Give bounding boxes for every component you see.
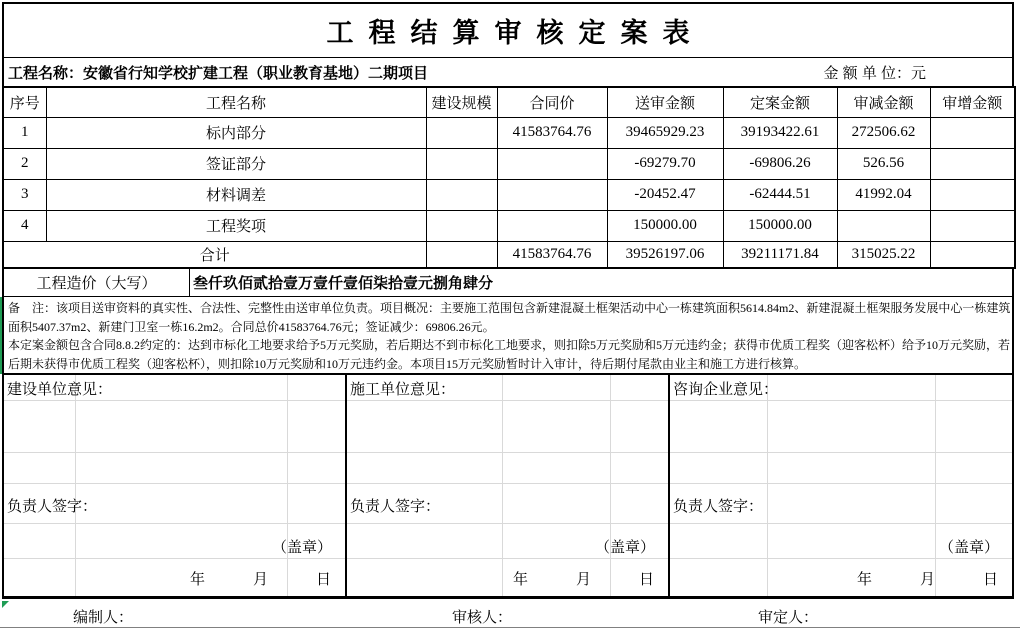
remarks-block xyxy=(2,297,1014,375)
cell-reduced xyxy=(837,210,930,241)
date-fields xyxy=(190,568,331,589)
seal-label: （盖章） xyxy=(271,540,332,556)
cell-scale xyxy=(426,117,497,148)
day-label: 日 xyxy=(982,572,998,588)
cell-increased xyxy=(930,148,1015,179)
table-row xyxy=(3,210,1015,241)
table-row xyxy=(3,148,1015,179)
cell-submitted: -20452.47 xyxy=(607,179,723,210)
cell-contract xyxy=(497,179,607,210)
opinion-owner xyxy=(4,375,345,596)
cell-submitted: 39526197.06 xyxy=(607,241,723,268)
cell-submitted: -69279.70 xyxy=(607,148,723,179)
opinion-consultant xyxy=(670,375,1012,596)
signature-label: 负责人签字： xyxy=(673,499,764,515)
cell-increased xyxy=(930,179,1015,210)
remarks-line: 后期未获得市优质工程奖（迎客松杯），则扣除10万元奖励和10万元违约金。本项目15万元奖励暂时计入审计，待后期付尾款由业主和施工方进行核算。 xyxy=(8,356,807,371)
amount-unit-label: 金 额 单 位：元 xyxy=(823,64,926,82)
cell-contract xyxy=(497,148,607,179)
header-cell-no: 序号 xyxy=(3,87,46,117)
settlement-table xyxy=(2,86,1016,269)
cell-name: 签证部分 xyxy=(46,148,426,179)
year-label: 年 xyxy=(856,572,872,588)
opinion-title: 建设单位意见： xyxy=(7,382,113,398)
footer-row xyxy=(0,602,1020,628)
cell-submitted: 39465929.23 xyxy=(607,117,723,148)
cell-scale xyxy=(426,148,497,179)
cell-reduced: 41992.04 xyxy=(837,179,930,210)
header-cell-name: 工程名称 xyxy=(46,87,426,117)
cell-reduced: 526.56 xyxy=(837,148,930,179)
cell-finalized: -62444.51 xyxy=(723,179,837,210)
cell-no: 4 xyxy=(3,210,46,241)
header-cell-scale: 建设规模 xyxy=(426,87,497,117)
cell-reduced: 272506.62 xyxy=(837,117,930,148)
cell-scale xyxy=(426,179,497,210)
project-name-label: 工程名称：安徽省行知学校扩建工程（职业教育基地）二期项目 xyxy=(8,64,429,82)
seal-label: （盖章） xyxy=(938,540,999,556)
cell-no: 2 xyxy=(3,148,46,179)
table-row xyxy=(3,179,1015,210)
amount-in-words-value: 叁仟玖佰贰拾壹万壹仟壹佰柒拾壹元捌角肆分 xyxy=(193,276,494,292)
signature-label: 负责人签字： xyxy=(350,499,441,515)
cell-total-label: 合计 xyxy=(3,241,426,268)
cell-contract xyxy=(497,210,607,241)
cell-contract: 41583764.76 xyxy=(497,117,607,148)
header-cell-contract: 合同价 xyxy=(497,87,607,117)
seal-label: （盖章） xyxy=(594,540,655,556)
month-label: 月 xyxy=(919,572,935,588)
cell-finalized: -69806.26 xyxy=(723,148,837,179)
signature-label: 负责人签字： xyxy=(7,499,98,515)
amount-in-words-label: 工程造价（大写） xyxy=(4,269,190,296)
cell-name: 标内部分 xyxy=(46,117,426,148)
cell-scale xyxy=(426,210,497,241)
remarks-line: 备 注：该项目送审资料的真实性、合法性、完整性由送审单位负责。项目概况：主要施工范围包含新建混凝土框架活动中心一栋建筑面积5614.84m2、新建混凝土框架服务发展中心一栋建筑 xyxy=(8,301,1011,315)
header-cell-reduced: 审减金额 xyxy=(837,87,930,117)
cell-finalized: 150000.00 xyxy=(723,210,837,241)
cell-finalized: 39211171.84 xyxy=(723,241,837,268)
cell-no: 3 xyxy=(3,179,46,210)
cell-reduced: 315025.22 xyxy=(837,241,930,268)
cell-increased xyxy=(930,241,1015,268)
day-label: 日 xyxy=(315,572,331,588)
preparer-label: 编制人： xyxy=(73,610,134,626)
header-cell-submitted: 送审金额 xyxy=(607,87,723,117)
table-total-row xyxy=(3,241,1015,268)
remarks-line: 面积5407.37m2、新建门卫室一栋16.2m2。合同总价41583764.76元；签证减少：69806.26元。 xyxy=(8,319,495,334)
reviewer-label: 审核人： xyxy=(452,610,513,626)
approver-label: 审定人： xyxy=(758,610,819,626)
month-label: 月 xyxy=(575,572,591,588)
cell-submitted: 150000.00 xyxy=(607,210,723,241)
opinion-title: 施工单位意见： xyxy=(350,382,456,398)
cell-increased xyxy=(930,210,1015,241)
amount-in-words-row xyxy=(2,269,1014,297)
cell-finalized: 39193422.61 xyxy=(723,117,837,148)
cell-scale xyxy=(426,241,497,268)
cell-name: 材料调差 xyxy=(46,179,426,210)
opinion-title: 咨询企业意见： xyxy=(673,382,779,398)
day-label: 日 xyxy=(638,572,654,588)
cell-name: 工程奖项 xyxy=(46,210,426,241)
cell-increased xyxy=(930,117,1015,148)
cell-contract: 41583764.76 xyxy=(497,241,607,268)
opinions-section xyxy=(2,375,1014,599)
date-fields xyxy=(513,568,654,589)
opinion-contractor xyxy=(347,375,668,596)
header-cell-finalized: 定案金额 xyxy=(723,87,837,117)
year-label: 年 xyxy=(512,572,528,588)
header-cell-increased: 审增金额 xyxy=(930,87,1015,117)
remarks-line: 本定案金额包含合同8.8.2约定的：达到市标化工地要求给予5万元奖励，若后期达不到市标化工地要求，则扣除5万元奖励和5万元违约金；获得市优质工程奖（迎客松杯）给予10万元奖励，若 xyxy=(8,338,1011,352)
month-label: 月 xyxy=(252,572,268,588)
page-title: 工程结算审核定案表 xyxy=(2,2,1014,57)
table-row xyxy=(3,117,1015,148)
year-label: 年 xyxy=(189,572,205,588)
cell-no: 1 xyxy=(3,117,46,148)
date-fields xyxy=(857,568,998,589)
project-name-row xyxy=(2,57,1014,86)
table-header-row xyxy=(3,87,1015,117)
